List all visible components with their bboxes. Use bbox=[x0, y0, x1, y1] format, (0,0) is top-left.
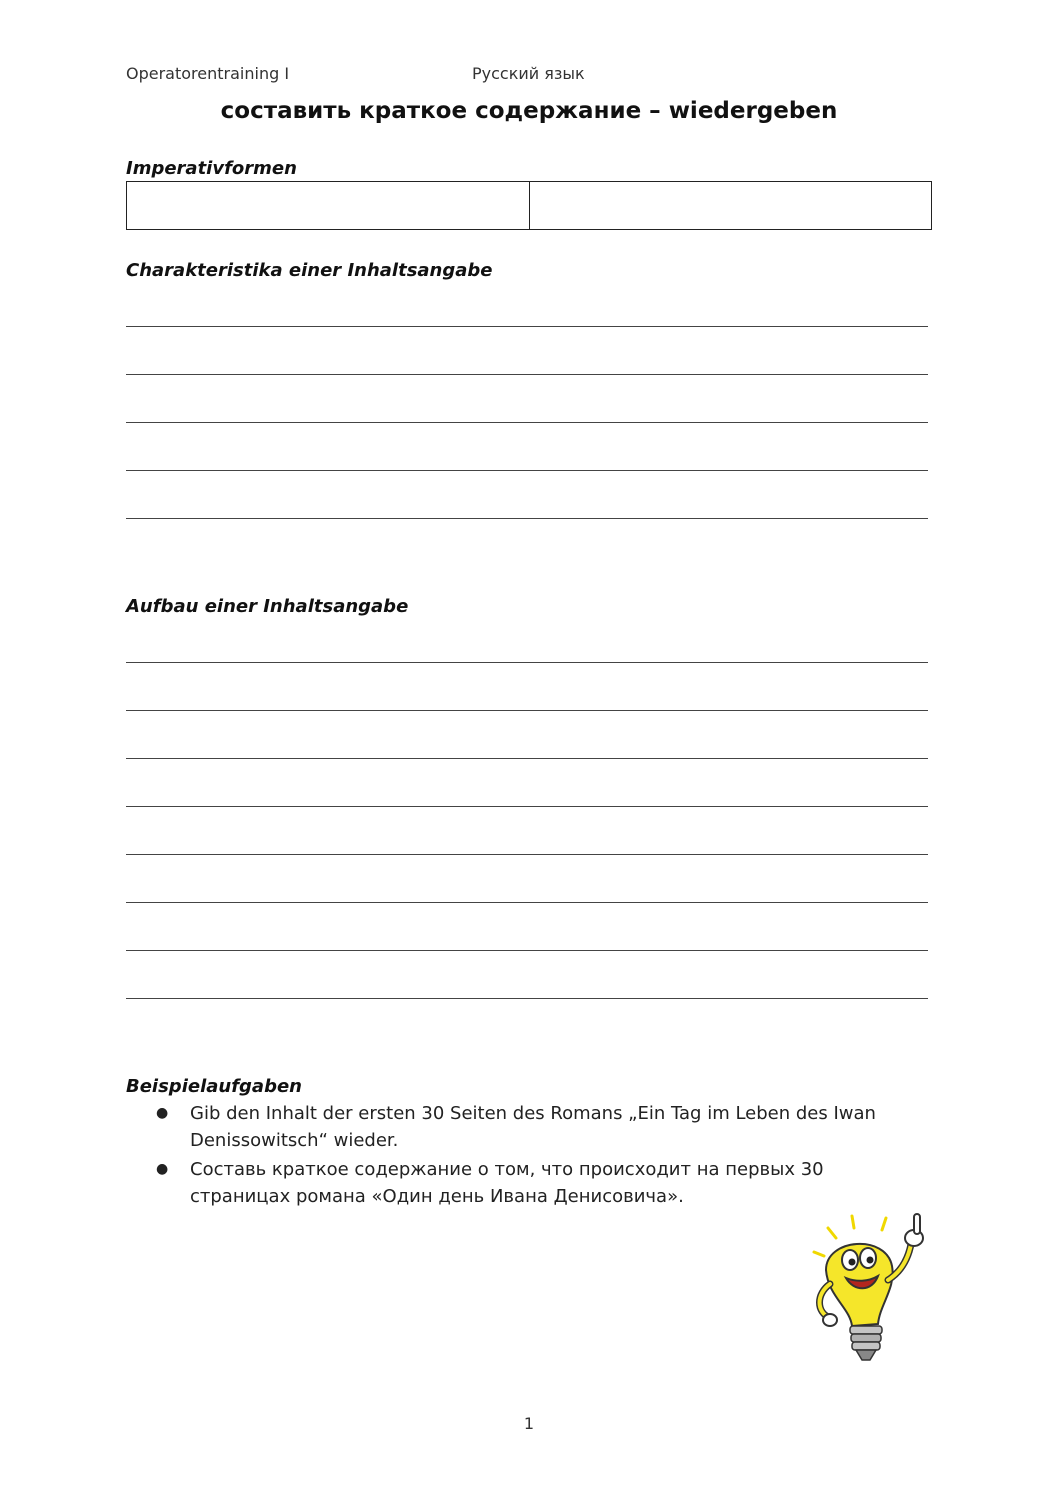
writing-line[interactable] bbox=[126, 326, 928, 327]
imperative-cell-left[interactable] bbox=[127, 182, 529, 229]
writing-line[interactable] bbox=[126, 662, 928, 663]
writing-line[interactable] bbox=[126, 950, 928, 951]
writing-line[interactable] bbox=[126, 710, 928, 711]
writing-line[interactable] bbox=[126, 518, 928, 519]
example-task-list bbox=[126, 1100, 926, 1212]
header-course-title: Operatorentraining I bbox=[126, 64, 290, 83]
task-line: Gib den Inhalt der ersten 30 Seiten des Romans „Ein Tag im Leben des Iwan bbox=[190, 1103, 876, 1124]
writing-line[interactable] bbox=[126, 806, 928, 807]
list-item bbox=[126, 1100, 926, 1154]
pointing-hand bbox=[905, 1214, 923, 1246]
imperative-cell-right[interactable] bbox=[529, 182, 932, 229]
writing-line[interactable] bbox=[126, 422, 928, 423]
examples-heading: Beispielaufgaben bbox=[126, 1076, 302, 1097]
lightbulb-mascot-icon bbox=[806, 1208, 934, 1368]
task-line: Denissowitsch“ wieder. bbox=[190, 1130, 399, 1151]
task-line: Составь краткое содержание о том, что происходит на первых 30 bbox=[190, 1159, 824, 1180]
writing-line[interactable] bbox=[126, 998, 928, 999]
bullet-icon: ● bbox=[156, 1105, 169, 1121]
page-number: 1 bbox=[523, 1414, 535, 1433]
writing-line[interactable] bbox=[126, 374, 928, 375]
structure-heading: Aufbau einer Inhaltsangabe bbox=[126, 596, 409, 617]
bullet-icon: ● bbox=[156, 1161, 169, 1177]
writing-line[interactable] bbox=[126, 470, 928, 471]
list-item bbox=[126, 1156, 926, 1210]
task-line: страницах романа «Один день Ивана Денисовича». bbox=[190, 1186, 684, 1207]
writing-line[interactable] bbox=[126, 902, 928, 903]
writing-line[interactable] bbox=[126, 758, 928, 759]
bulb-base bbox=[850, 1326, 882, 1360]
imperative-heading: Imperativformen bbox=[126, 158, 297, 179]
writing-line[interactable] bbox=[126, 854, 928, 855]
characteristics-heading: Charakteristika einer Inhaltsangabe bbox=[126, 260, 493, 281]
page-title: составить краткое содержание – wiedergeben bbox=[220, 98, 838, 124]
header-subject: Русский язык bbox=[472, 64, 585, 83]
imperative-table bbox=[126, 181, 932, 230]
